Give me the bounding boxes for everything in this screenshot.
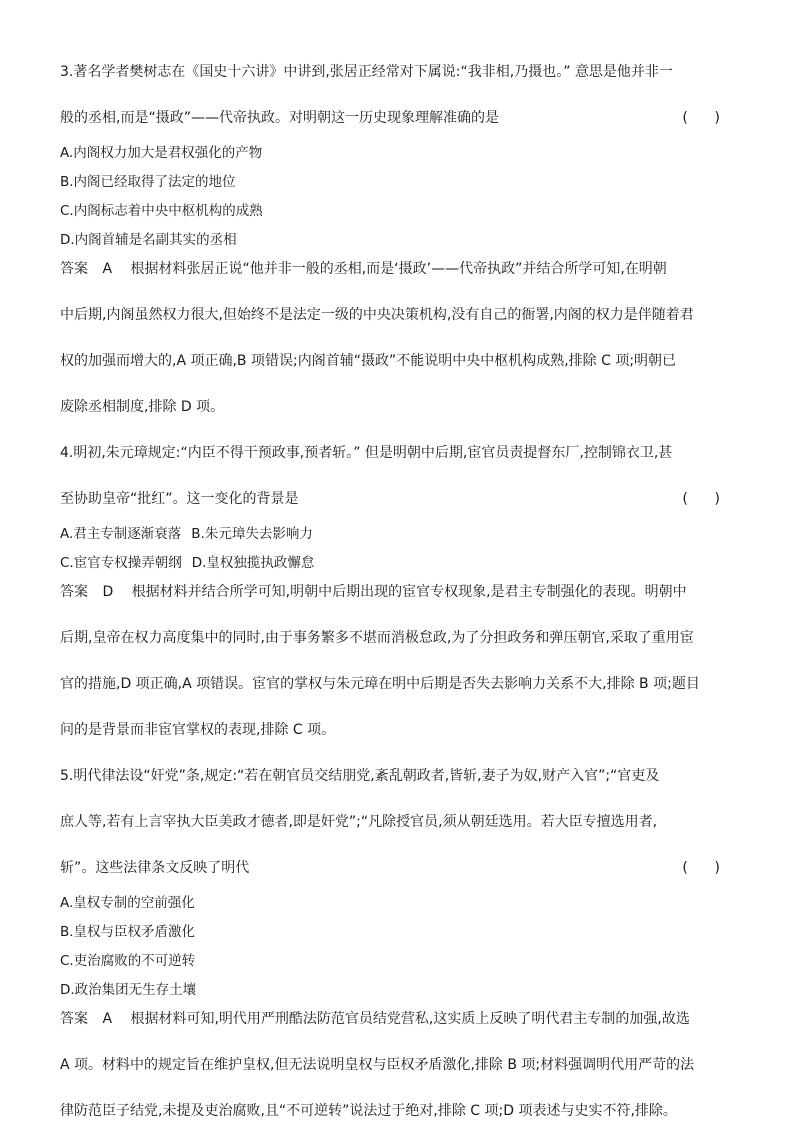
question-5-option-c: C.吏治腐败的不可逆转 — [60, 953, 196, 969]
answer-parentheses: ( ) — [682, 860, 720, 876]
question-5-option-d: D.政治集团无生存土壤 — [60, 982, 197, 998]
answer-label: 答案 — [60, 584, 88, 600]
question-3-answer-line-3: 权的加强而增大的,A 项正确,B 项错误;内阁首辅“摄政”不能说明中央中枢机构成熟,排除 C 项;明朝已 — [60, 353, 677, 369]
answer-label: 答案 — [60, 1011, 88, 1027]
answer-key: A — [102, 1011, 113, 1027]
question-4-answer-line-4: 问的是背景而非宦官掌权的表现,排除 C 项。 — [60, 722, 336, 738]
question-4-options-row-2 — [60, 553, 722, 582]
answer-label: 答案 — [60, 261, 88, 277]
answer-parentheses: ( ) — [682, 110, 720, 126]
answer-parentheses: ( ) — [682, 491, 720, 507]
question-4-option-c: C.宦官专权操弄朝纲 — [60, 555, 182, 571]
question-3-option-b: B.内阁已经取得了法定的地位 — [60, 174, 236, 190]
question-3-stem-line-1: 3.著名学者樊树志在《国史十六讲》中讲到,张居正经常对下属说:“我非相,乃摄也。” 意思是他并非一 — [60, 64, 673, 80]
question-3-stem-line-2 — [60, 108, 722, 128]
question-3-stem-text: 般的丞相,而是“摄政”——代帝执政。对明朝这一历史现象理解准确的是 — [60, 110, 499, 126]
question-4-options-row-1 — [60, 524, 722, 553]
question-5-stem-text: 斩”。这些法律条文反映了明代 — [60, 860, 250, 876]
question-4-option-b: B.朱元璋失去影响力 — [191, 526, 313, 542]
question-5-stem-line-3 — [60, 858, 722, 878]
question-4-answer-line-3: 官的措施,D 项正确,A 项错误。宦官的掌权与朱元璋在明中后期是否失去影响力关系不大,排除 B 项;题目 — [60, 676, 700, 692]
answer-explanation: 根据材料并结合所学可知,明朝中后期出现的宦官专权现象,是君主专制强化的表现。明朝中 — [131, 584, 687, 600]
question-3-option-a: A.内阁权力加大是君权强化的产物 — [60, 145, 263, 161]
question-4-stem-line-2 — [60, 489, 722, 509]
question-5-option-a: A.皇权专制的空前强化 — [60, 895, 195, 911]
question-5-answer-line-3: 律防范臣子结党,未提及吏治腐败,且“不可逆转”说法过于绝对,排除 C 项;D 项表述与史实不符,排除。 — [60, 1103, 677, 1119]
answer-key: D — [102, 584, 114, 600]
question-4-stem-text: 至协助皇帝“批红”。这一变化的背景是 — [60, 491, 299, 507]
question-3-answer-line-1 — [60, 259, 722, 279]
question-3-option-d: D.内阁首辅是名副其实的丞相 — [60, 232, 237, 248]
answer-key: A — [102, 261, 113, 277]
question-3-answer-line-2: 中后期,内阁虽然权力很大,但始终不是法定一级的中央决策机构,没有自己的衙署,内阁的权力是伴随着君 — [60, 307, 694, 323]
answer-explanation: 根据材料可知,明代用严刑酷法防范官员结党营私,这实质上反映了明代君主专制的加强,故选 — [130, 1011, 690, 1027]
question-3-answer-line-4: 废除丞相制度,排除 D 项。 — [60, 399, 225, 415]
question-4-option-d: D.皇权独揽执政懈怠 — [191, 555, 315, 571]
question-4-answer-line-2: 后期,皇帝在权力高度集中的同时,由于事务繁多不堪而消极怠政,为了分担政务和弹压朝官,采取了重用宦 — [60, 630, 694, 646]
question-5-answer-line-1 — [60, 1009, 722, 1029]
question-4-option-a: A.君主专制逐渐衰落 — [60, 526, 182, 542]
question-5-option-b: B.皇权与臣权矛盾激化 — [60, 924, 196, 940]
question-4-stem-line-1: 4.明初,朱元璋规定:“内臣不得干预政事,预者斩。” 但是明朝中后期,宦官员责提督东厂,控制锦衣卫,甚 — [60, 445, 673, 461]
question-5-stem-line-1: 5.明代律法设“奸党”条,规定:“若在朝官员交结朋党,紊乱朝政者,皆斩,妻子为奴,财产入官”;“官吏及 — [60, 768, 660, 784]
question-4-answer-line-1 — [60, 582, 722, 602]
document-page — [60, 62, 722, 1121]
question-3-option-c: C.内阁标志着中央中枢机构的成熟 — [60, 203, 263, 219]
question-5-stem-line-2: 庶人等,若有上言宰执大臣美政才德者,即是奸党”;“凡除授官员,须从朝廷选用。若大臣专擅选用者, — [60, 814, 658, 830]
question-5-answer-line-2: A 项。材料中的规定旨在维护皇权,但无法说明皇权与臣权矛盾激化,排除 B 项;材料强调明代用严苛的法 — [60, 1057, 695, 1073]
answer-explanation: 根据材料张居正说“他并非一般的丞相,而是‘摄政’——代帝执政”并结合所学可知,在明朝 — [130, 261, 667, 277]
